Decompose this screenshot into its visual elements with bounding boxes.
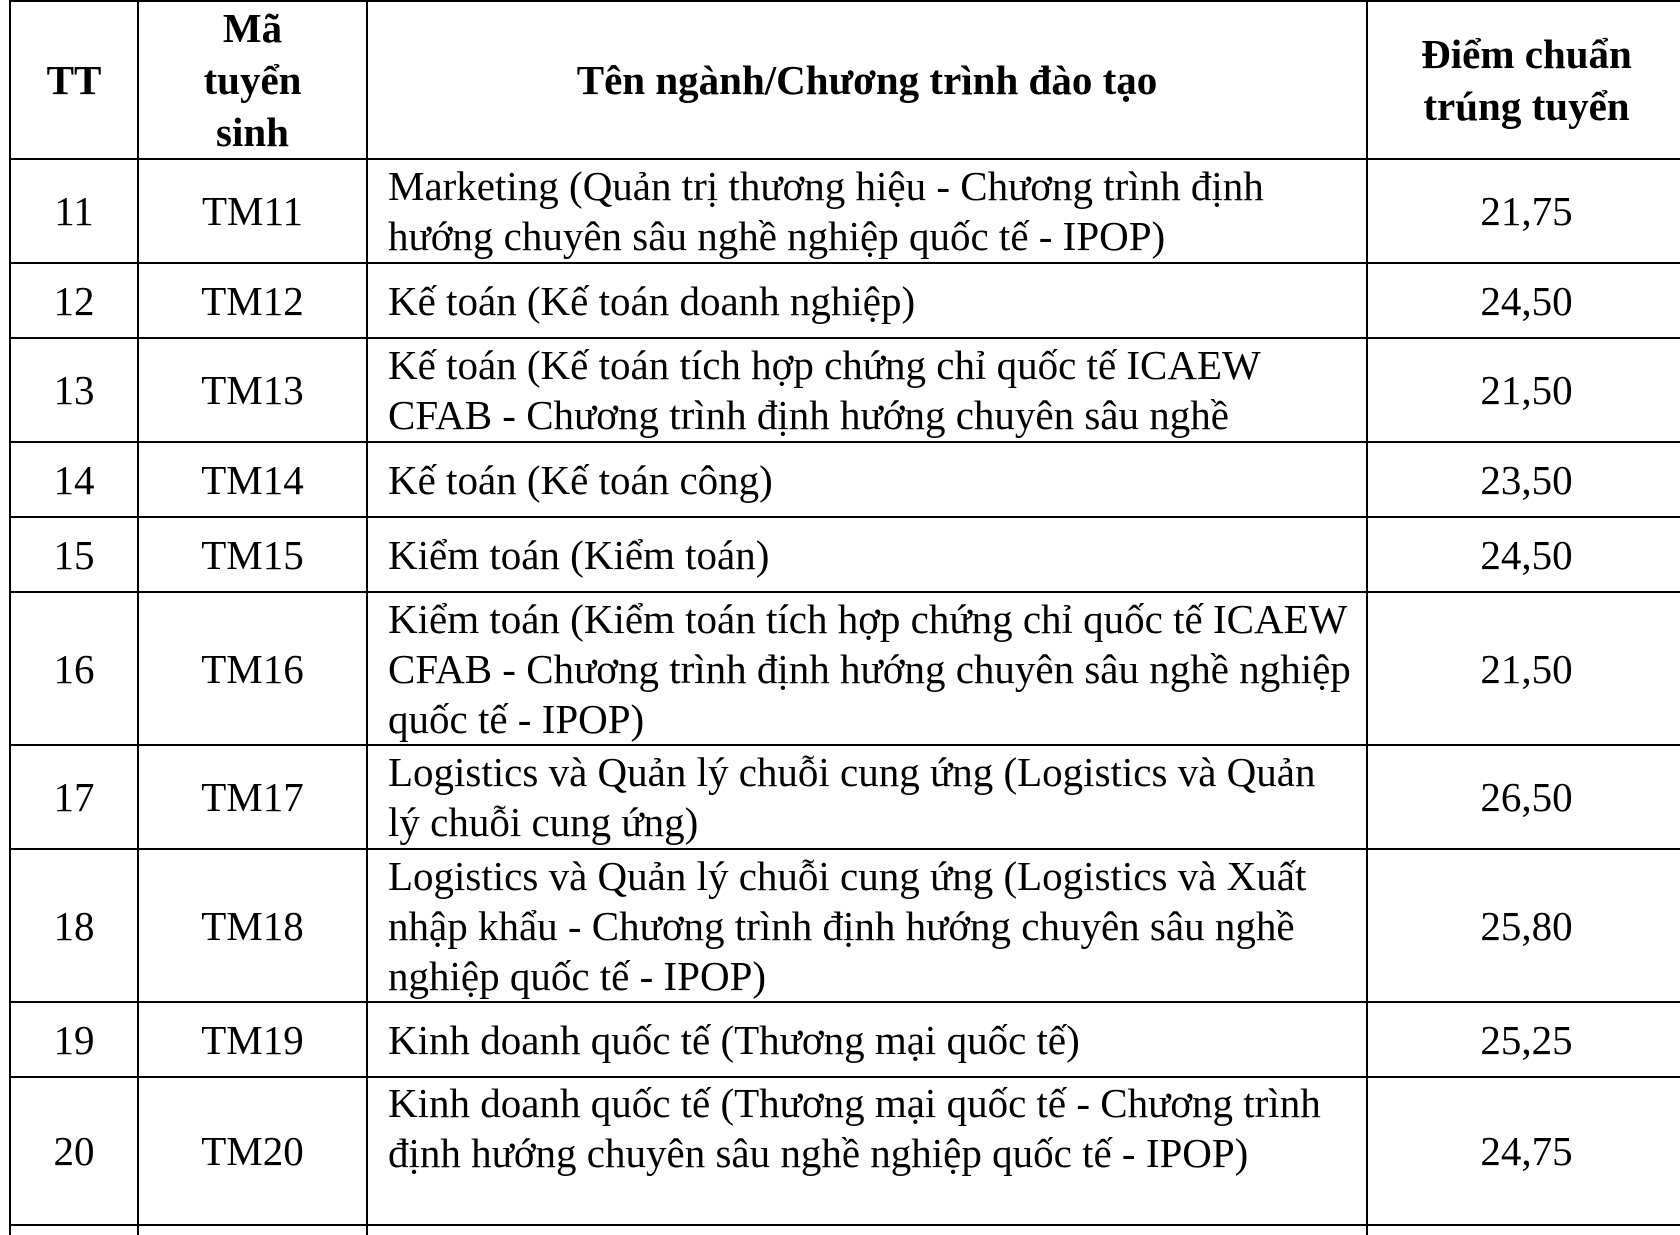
row-score: 25,80 (1367, 849, 1680, 1002)
row-score (1367, 1225, 1680, 1235)
row-program (367, 338, 1367, 442)
row-tt: 15 (10, 517, 138, 592)
header-tt: TT (10, 1, 138, 159)
row-tt: 16 (10, 592, 138, 745)
header-score: Điểm chuẩn trúng tuyển (1367, 1, 1680, 159)
row-program-text: Kiểm toán (Kiểm toán tích hợp chứng chỉ quốc tế ICAEW CFAB - Chương trình định hướng chuyên sâu nghề nghiệp quốc tế - IPOP) (388, 595, 1351, 742)
table-row (10, 1002, 1680, 1077)
row-program (367, 517, 1367, 592)
admission-score-table (9, 0, 1680, 1235)
table-row-partial (10, 1225, 1680, 1235)
row-program-text: Kế toán (Kế toán doanh nghiệp) (388, 277, 916, 324)
row-program-text: Logistics và Quản lý chuỗi cung ứng (Logistics và Xuất nhập khẩu - Chương trình định hướng chuyên sâu nghề nghiệp quốc tế - IPOP) (388, 852, 1307, 999)
row-program (367, 1077, 1367, 1225)
row-program (367, 1225, 1367, 1235)
row-code: TM13 (138, 338, 367, 442)
row-program-text: Kiểm toán (Kiểm toán) (388, 531, 770, 578)
table-row (10, 517, 1680, 592)
row-program-text: Kinh doanh quốc tế (Thương mại quốc tế - Chương trình định hướng chuyên sâu nghề nghiệp quốc tế - IPOP) (388, 1080, 1321, 1176)
row-tt: 17 (10, 745, 138, 849)
row-score: 24,50 (1367, 517, 1680, 592)
table-header-row (10, 1, 1680, 159)
row-program (367, 592, 1367, 745)
row-code: TM17 (138, 745, 367, 849)
header-program: Tên ngành/Chương trình đào tạo (367, 1, 1367, 159)
table-row (10, 338, 1680, 442)
row-program (367, 849, 1367, 1002)
row-tt (10, 1225, 138, 1235)
row-score: 26,50 (1367, 745, 1680, 849)
row-score: 25,25 (1367, 1002, 1680, 1077)
row-code: TM16 (138, 592, 367, 745)
row-tt: 14 (10, 442, 138, 517)
row-score: 21,50 (1367, 338, 1680, 442)
row-program (367, 263, 1367, 338)
row-code: TM14 (138, 442, 367, 517)
row-score: 21,50 (1367, 592, 1680, 745)
row-score: 24,50 (1367, 263, 1680, 338)
table-row (10, 442, 1680, 517)
row-program (367, 442, 1367, 517)
row-tt: 18 (10, 849, 138, 1002)
row-program (367, 159, 1367, 263)
row-tt: 12 (10, 263, 138, 338)
row-code: TM12 (138, 263, 367, 338)
table-row (10, 263, 1680, 338)
row-program (367, 1002, 1367, 1077)
row-code: TM19 (138, 1002, 367, 1077)
row-code: TM18 (138, 849, 367, 1002)
row-code: TM15 (138, 517, 367, 592)
row-code: TM11 (138, 159, 367, 263)
row-tt: 20 (10, 1077, 138, 1225)
row-program-text: Kế toán (Kế toán tích hợp chứng chỉ quốc tế ICAEW CFAB - Chương trình định hướng chuyên sâu nghề (388, 342, 1261, 438)
row-tt: 13 (10, 338, 138, 442)
table-row (10, 1077, 1680, 1225)
row-tt: 19 (10, 1002, 138, 1077)
row-tt: 11 (10, 159, 138, 263)
row-score: 21,75 (1367, 159, 1680, 263)
header-code: Mã tuyển sinh (138, 1, 367, 159)
row-program (367, 745, 1367, 849)
table-row (10, 592, 1680, 745)
table-row (10, 745, 1680, 849)
row-score: 24,75 (1367, 1077, 1680, 1225)
row-code (138, 1225, 367, 1235)
row-program-text: Kinh doanh quốc tế (Thương mại quốc tế) (388, 1016, 1080, 1063)
row-score: 23,50 (1367, 442, 1680, 517)
table-row (10, 849, 1680, 1002)
row-program-text: Logistics và Quản lý chuỗi cung ứng (Logistics và Quản lý chuỗi cung ứng) (388, 749, 1316, 845)
table-row (10, 159, 1680, 263)
row-code: TM20 (138, 1077, 367, 1225)
row-program-text: Kế toán (Kế toán công) (388, 456, 773, 503)
row-program-text: Marketing (Quản trị thương hiệu - Chương trình định hướng chuyên sâu nghề nghiệp quốc tế - IPOP) (388, 163, 1264, 259)
